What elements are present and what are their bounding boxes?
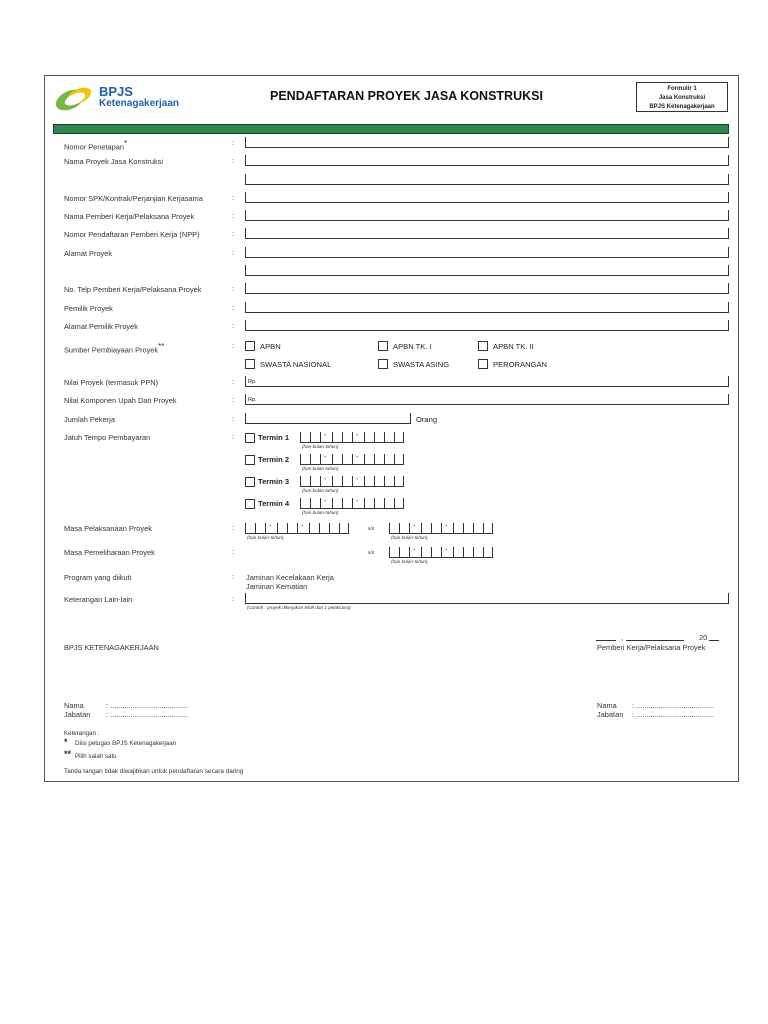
termin-1-label: Termin 1	[258, 433, 290, 442]
date-hint: (hari-bulan-tahun)	[302, 488, 339, 493]
right-jabatan-label: Jabatan	[597, 710, 624, 719]
label-nilai-upah: Nilai Komponen Upah Dari Proyek	[64, 396, 177, 405]
notes-item-1: Diisi petugas BPJS Ketenagakerjaan	[75, 740, 177, 747]
termin-2-label: Termin 2	[258, 455, 290, 464]
left-jabatan-label: Jabatan	[64, 710, 91, 719]
notes-mark-single: *	[64, 737, 68, 747]
colon: :	[232, 596, 234, 603]
colon: :	[232, 416, 234, 423]
bpjs-logo	[53, 83, 203, 113]
nama-proyek-field-2[interactable]	[245, 174, 729, 185]
pemilik-field[interactable]	[245, 302, 729, 313]
label-sumber: Sumber Pembiayaan Proyek**	[64, 342, 165, 355]
date-blank-month[interactable]	[626, 640, 684, 641]
notes-footer: Tanda tangan tidak diwajibkan untuk pendaftaran secara daring	[64, 768, 244, 775]
date-blank-day[interactable]	[596, 640, 616, 641]
colon: :	[232, 343, 234, 350]
form-code-line2: Jasa Konstruksi	[658, 95, 706, 101]
program-jkk: Jaminan Kecelakaan Kerja	[246, 573, 334, 582]
colon: :	[232, 397, 234, 404]
logo-brand: BPJS	[99, 84, 133, 99]
left-nama-dots[interactable]: : ......................................	[106, 701, 189, 710]
nama-proyek-field[interactable]	[245, 155, 729, 166]
colon: :	[232, 286, 234, 293]
termin-3-date[interactable]	[300, 476, 404, 487]
signature-right-title: Pemberi Kerja/Pelaksana Proyek	[597, 643, 706, 652]
rp-prefix: Rp.	[248, 379, 257, 385]
right-nama-dots[interactable]: : ......................................	[632, 701, 715, 710]
colon: :	[232, 158, 234, 165]
checkbox-apbn[interactable]	[245, 341, 255, 351]
nilai-proyek-field[interactable]	[245, 376, 729, 387]
colon: :	[232, 195, 234, 202]
form-code-box	[636, 82, 728, 112]
label-masa-pemeliharaan: Masa Pemeliharaan Proyek	[64, 548, 155, 557]
left-nama-label: Nama	[64, 701, 84, 710]
label-pemilik: Pemilik Proyek	[64, 304, 113, 313]
npp-field[interactable]	[245, 228, 729, 239]
notes-mark-double: **	[64, 749, 72, 759]
date-hint: (hari-bulan-tahun)	[302, 510, 339, 515]
checkbox-termin-2[interactable]	[245, 455, 255, 465]
pemeliharaan-end-date[interactable]	[389, 547, 493, 558]
pelaksanaan-end-date[interactable]	[389, 523, 493, 534]
nomor-spk-field[interactable]	[245, 192, 729, 203]
program-jkm: Jaminan Kematian	[246, 582, 308, 591]
date-blank-year[interactable]	[709, 640, 719, 641]
signature-left-title: BPJS KETENAGAKERJAAN	[64, 643, 159, 652]
termin-3-label: Termin 3	[258, 477, 290, 486]
checkbox-swasta-nasional[interactable]	[245, 359, 255, 369]
notes-item-2: Pilih salah satu	[75, 753, 117, 760]
nilai-upah-field[interactable]	[245, 394, 729, 405]
notes-title: Keterangan :	[64, 730, 100, 737]
pelaksanaan-start-date[interactable]	[245, 523, 349, 534]
alamat-proyek-field-2[interactable]	[245, 265, 729, 276]
date-year: 20	[699, 633, 708, 642]
mark-double-1: **	[158, 342, 165, 351]
date-hint: (hari-bulan-tahun)	[302, 466, 339, 471]
option-swasta-nasional: SWASTA NASIONAL	[260, 360, 332, 369]
no-telp-field[interactable]	[245, 283, 729, 294]
colon: :	[232, 574, 234, 581]
colon: :	[232, 434, 234, 441]
mark-single-1: *	[123, 139, 128, 148]
right-jabatan-dots[interactable]: : ......................................	[632, 710, 715, 719]
colon: :	[232, 525, 234, 532]
green-header-bar	[53, 124, 729, 134]
form-code-line3: BPJS Ketenagakerjaan	[649, 104, 715, 110]
rp-prefix: Rp.	[248, 397, 257, 403]
label-npp: Nomor Pendaftaran Pemberi Kerja (NPP)	[64, 230, 200, 239]
option-apbn: APBN	[260, 342, 281, 351]
colon: :	[232, 549, 234, 556]
option-apbn-tk1: APBN TK. I	[393, 342, 432, 351]
alamat-pemilik-field[interactable]	[245, 320, 729, 331]
colon: :	[232, 231, 234, 238]
termin-2-date[interactable]	[300, 454, 404, 465]
option-swasta-asing: SWASTA ASING	[393, 360, 450, 369]
label-nama-pemberi: Nama Pemberi Kerja/Pelaksana Proyek	[64, 212, 195, 221]
logo-sub: Ketenagakerjaan	[99, 98, 180, 109]
colon: :	[232, 250, 234, 257]
checkbox-swasta-asing[interactable]	[378, 359, 388, 369]
termin-1-date[interactable]	[300, 432, 404, 443]
label-nomor-spk: Nomor SPK/Kontrak/Perjanjian Kerjasama	[64, 194, 203, 203]
checkbox-apbn-tk1[interactable]	[378, 341, 388, 351]
colon: :	[232, 379, 234, 386]
date-hint: (hari-bulan-tahun)	[247, 535, 284, 540]
checkbox-perorangan[interactable]	[478, 359, 488, 369]
label-nilai-proyek: Nilai Proyek (termasuk PPN)	[64, 378, 159, 387]
termin-4-label: Termin 4	[258, 499, 290, 508]
date-separator: ,	[621, 633, 624, 642]
label-masa-pelaksanaan: Masa Pelaksanaan Proyek	[64, 524, 152, 533]
colon: :	[232, 213, 234, 220]
checkbox-termin-3[interactable]	[245, 477, 255, 487]
page-title: PENDAFTARAN PROYEK JASA KONSTRUKSI	[270, 89, 543, 103]
label-nomor-penetapan: Nomor Penetapan*	[64, 139, 128, 152]
label-no-telp: No. Telp Pemberi Kerja/Pelaksana Proyek	[64, 285, 202, 294]
termin-4-date[interactable]	[300, 498, 404, 509]
label-jumlah-pekerja: Jumlah Pekerja	[64, 415, 115, 424]
orang-label: Orang	[416, 415, 438, 424]
checkbox-termin-1[interactable]	[245, 433, 255, 443]
label-alamat-proyek: Alamat Proyek	[64, 249, 113, 258]
label-program: Program yang diikuti	[64, 573, 132, 582]
date-hint: (hari-bulan-tahun)	[391, 535, 428, 540]
keterangan-hint: (Contoh : proyek dikerjakan lebih dari 1 pelaksana)	[247, 605, 351, 610]
colon: :	[232, 305, 234, 312]
left-jabatan-dots[interactable]: : ......................................	[106, 710, 189, 719]
label-nama-proyek: Nama Proyek Jasa Konstruksi	[64, 157, 163, 166]
option-perorangan: PERORANGAN	[493, 360, 548, 369]
date-hint: (hari-bulan-tahun)	[302, 444, 339, 449]
checkbox-termin-4[interactable]	[245, 499, 255, 509]
right-nama-label: Nama	[597, 701, 617, 710]
jumlah-pekerja-field[interactable]	[245, 413, 411, 424]
checkbox-apbn-tk2[interactable]	[478, 341, 488, 351]
form-code-line1: Formulir 1	[667, 86, 697, 92]
logo-emblem-icon	[53, 83, 101, 113]
label-jatuh-tempo: Jatuh Tempo Pembayaran	[64, 433, 151, 442]
label-alamat-pemilik: Alamat Pemilik Proyek	[64, 322, 138, 331]
sd-label: s/d	[368, 526, 375, 531]
colon: :	[232, 323, 234, 330]
nomor-penetapan-field[interactable]	[245, 137, 729, 148]
sd-label: s/d	[368, 550, 375, 555]
keterangan-field[interactable]	[245, 593, 729, 604]
colon: :	[232, 140, 234, 147]
nama-pemberi-field[interactable]	[245, 210, 729, 221]
alamat-proyek-field[interactable]	[245, 247, 729, 258]
label-keterangan: Keterangan Lain-lain	[64, 595, 133, 604]
date-hint: (hari-bulan-tahun)	[391, 559, 428, 564]
option-apbn-tk2: APBN TK. II	[493, 342, 534, 351]
